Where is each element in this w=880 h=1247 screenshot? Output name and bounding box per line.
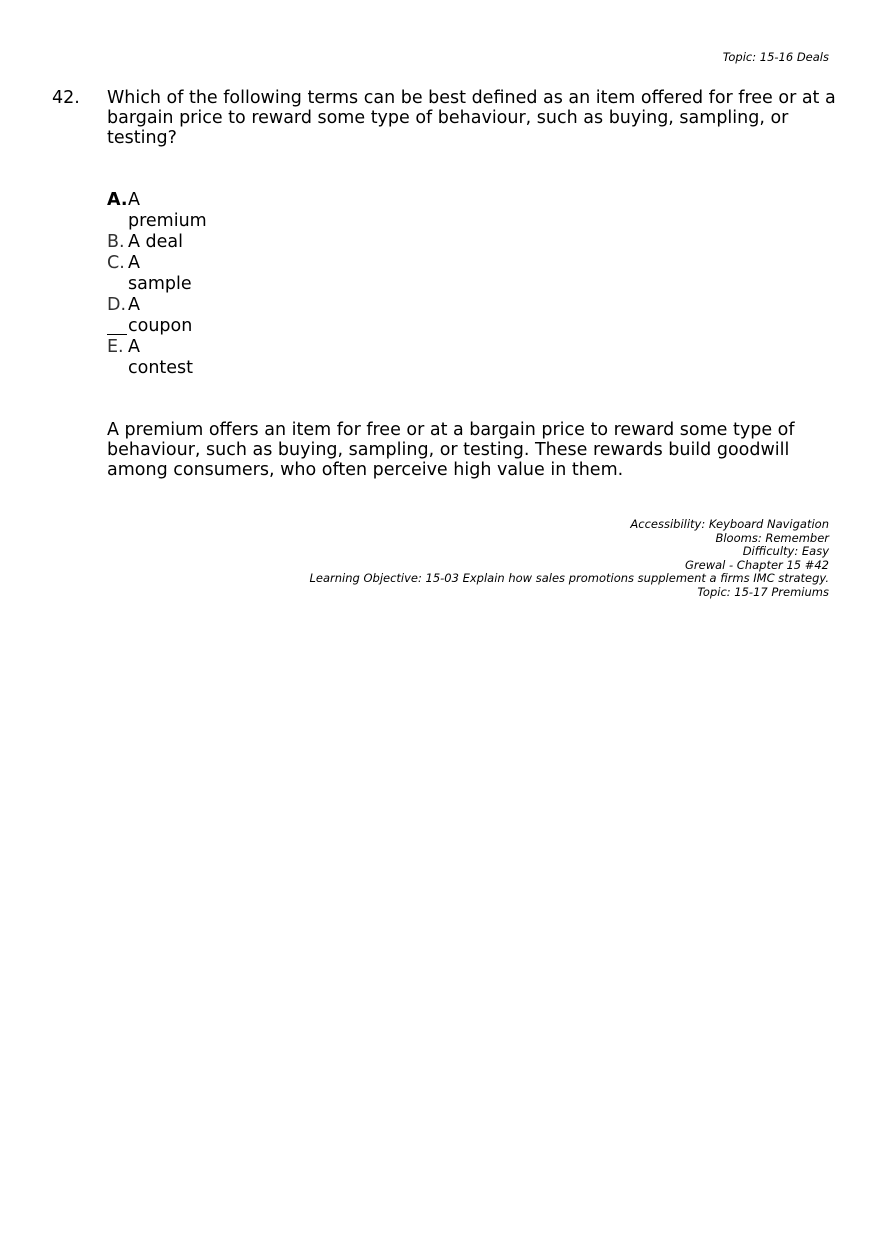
tag-blooms: Blooms: Remember (715, 530, 829, 545)
answer-options (107, 190, 208, 379)
option-text: A sample (128, 253, 192, 294)
question-tags (309, 518, 829, 599)
option-letter: D. (107, 295, 127, 315)
option-text: A contest (128, 337, 194, 378)
option-a (107, 190, 208, 232)
option-text: A deal (128, 232, 183, 252)
option-letter: A. (107, 190, 128, 210)
option-b (107, 232, 208, 253)
option-e (107, 337, 208, 379)
option-letter: E. (107, 337, 128, 379)
option-c (107, 253, 208, 295)
question-text: Which of the following terms can be best defined as an item offered for free or at a bargain price to reward some type of behaviour, such as buying, sampling, or testing? (107, 88, 836, 148)
option-d (107, 295, 208, 337)
tag-topic: Topic: 15-17 Premiums (697, 584, 829, 599)
option-letter: C. (107, 253, 125, 273)
option-letter: B. (107, 232, 125, 252)
tag-learning-objective: Learning Objective: 15-03 Explain how sales promotions supplement a firms IMC strategy. (309, 571, 829, 585)
tag-accessibility: Accessibility: Keyboard Navigation (630, 517, 829, 531)
question-number: 42. (52, 88, 80, 108)
tag-difficulty: Difficulty: Easy (742, 544, 829, 558)
header-topic: Topic: 15-16 Deals (722, 50, 829, 64)
answer-explanation: A premium offers an item for free or at a bargain price to reward some type of behaviour, such as buying, sampling, or testing. These rewards build goodwill among consumers, who often perceive high value in them. (107, 420, 795, 480)
option-text: A premium (128, 190, 207, 231)
option-text: A coupon (128, 295, 193, 336)
tag-source: Grewal - Chapter 15 #42 (684, 557, 829, 572)
